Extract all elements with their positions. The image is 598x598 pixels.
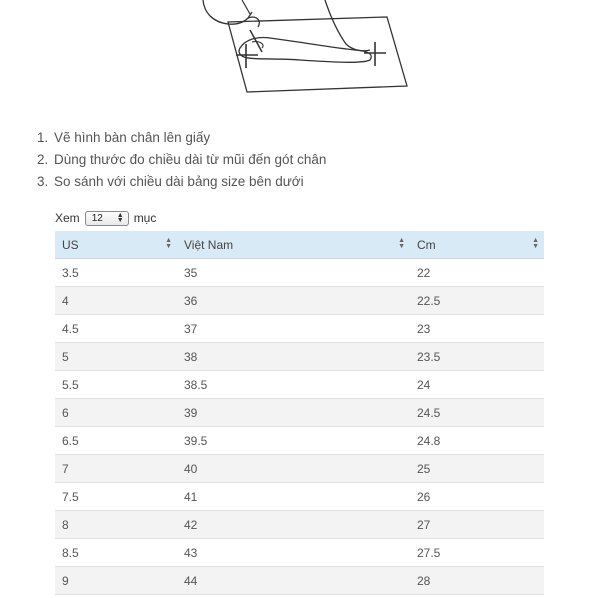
entries-per-page-select[interactable]	[85, 211, 129, 226]
step-item	[37, 149, 326, 171]
step-number: 2.	[37, 152, 49, 167]
cell-vietnam: 44	[177, 567, 410, 595]
cell-us: 4	[55, 287, 177, 315]
cell-cm: 27	[410, 511, 544, 539]
cell-cm: 23	[410, 315, 544, 343]
cell-cm: 26	[410, 483, 544, 511]
cell-vietnam: 43	[177, 539, 410, 567]
table-row	[55, 371, 544, 399]
cell-cm: 25	[410, 455, 544, 483]
cell-cm: 24.5	[410, 399, 544, 427]
cell-us: 4.5	[55, 315, 177, 343]
table-header-row	[55, 231, 544, 259]
cell-cm: 24	[410, 371, 544, 399]
cell-us: 7	[55, 455, 177, 483]
table-row	[55, 539, 544, 567]
entries-length-control	[55, 208, 156, 228]
cell-cm: 22	[410, 259, 544, 287]
cell-vietnam: 39.5	[177, 427, 410, 455]
cell-us: 3.5	[55, 259, 177, 287]
table-row	[55, 427, 544, 455]
table-row	[55, 287, 544, 315]
cell-vietnam: 35	[177, 259, 410, 287]
cell-vietnam: 40	[177, 455, 410, 483]
cell-vietnam: 37	[177, 315, 410, 343]
cell-cm: 24.8	[410, 427, 544, 455]
cell-us: 8	[55, 511, 177, 539]
cell-vietnam: 41	[177, 483, 410, 511]
cell-vietnam: 42	[177, 511, 410, 539]
size-chart-table	[55, 231, 544, 595]
cell-cm: 28	[410, 567, 544, 595]
step-text: Vẽ hình bàn chân lên giấy	[54, 130, 211, 145]
step-text: Dùng thước đo chiều dài từ mũi đến gót chân	[54, 152, 327, 167]
column-header-label: Cm	[417, 237, 436, 252]
column-header-us[interactable]	[55, 231, 177, 259]
cell-cm: 22.5	[410, 287, 544, 315]
cell-us: 6	[55, 399, 177, 427]
step-item	[37, 127, 326, 149]
table-row	[55, 343, 544, 371]
cell-us: 8.5	[55, 539, 177, 567]
entries-selected-value: 12	[91, 212, 103, 224]
table-row	[55, 567, 544, 595]
instruction-steps	[37, 127, 326, 193]
table-row	[55, 455, 544, 483]
cell-cm: 23.5	[410, 343, 544, 371]
cell-cm: 27.5	[410, 539, 544, 567]
table-row	[55, 259, 544, 287]
column-header-label: Việt Nam	[184, 237, 234, 252]
sort-both-icon: ▲ ▼	[532, 237, 539, 250]
column-header-cm[interactable]	[410, 231, 544, 259]
table-row	[55, 315, 544, 343]
cell-us: 5	[55, 343, 177, 371]
foot-tracing-illustration	[0, 0, 598, 100]
cell-vietnam: 38	[177, 343, 410, 371]
column-header-vietnam[interactable]	[177, 231, 410, 259]
select-arrows-icon: ▲ ▼	[116, 212, 124, 224]
step-number: 1.	[37, 130, 49, 145]
sort-both-icon: ▲ ▼	[398, 237, 405, 250]
step-text: So sánh với chiều dài bảng size bên dưới	[54, 174, 304, 189]
length-prefix-label: Xem	[55, 211, 80, 225]
column-header-label: US	[62, 237, 79, 252]
cell-us: 7.5	[55, 483, 177, 511]
cell-us: 9	[55, 567, 177, 595]
length-suffix-label: mục	[133, 211, 157, 225]
table-row	[55, 399, 544, 427]
cell-us: 6.5	[55, 427, 177, 455]
sort-both-icon: ▲ ▼	[165, 237, 172, 250]
table-row	[55, 483, 544, 511]
cell-vietnam: 38.5	[177, 371, 410, 399]
cell-vietnam: 39	[177, 399, 410, 427]
table-row	[55, 511, 544, 539]
cell-us: 5.5	[55, 371, 177, 399]
step-item	[37, 171, 326, 193]
step-number: 3.	[37, 174, 49, 189]
cell-vietnam: 36	[177, 287, 410, 315]
